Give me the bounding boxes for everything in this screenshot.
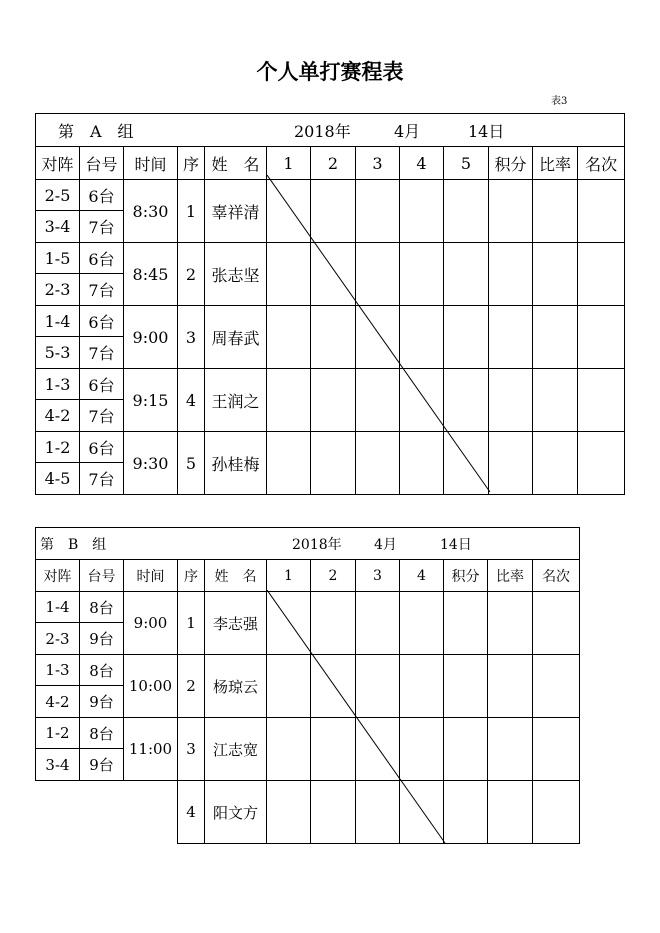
score-cell bbox=[267, 243, 311, 306]
column-header: 对阵 bbox=[36, 560, 80, 592]
score-cell bbox=[356, 655, 400, 718]
player-seq: 4 bbox=[178, 369, 205, 432]
match-pair: 1-2 bbox=[36, 718, 80, 749]
match-pair: 4-5 bbox=[36, 463, 80, 495]
points-cell bbox=[444, 592, 488, 655]
group-a-header-row bbox=[36, 114, 625, 147]
player-name: 辜祥清 bbox=[205, 180, 267, 243]
score-cell bbox=[400, 369, 444, 432]
column-header: 对阵 bbox=[36, 147, 80, 180]
player-name: 张志坚 bbox=[205, 243, 267, 306]
points-cell bbox=[489, 369, 533, 432]
ratio-cell bbox=[488, 655, 533, 718]
score-cell bbox=[400, 781, 444, 844]
court-number: 9台 bbox=[80, 749, 124, 781]
ratio-cell bbox=[533, 432, 578, 495]
rank-cell bbox=[533, 718, 580, 781]
score-cell bbox=[267, 718, 311, 781]
column-header: 比率 bbox=[533, 147, 578, 180]
table-row bbox=[36, 655, 580, 686]
score-cell bbox=[356, 243, 400, 306]
match-time: 9:00 bbox=[124, 592, 178, 655]
score-cell bbox=[400, 718, 444, 781]
column-header: 比率 bbox=[488, 560, 533, 592]
court-number: 7台 bbox=[80, 337, 124, 369]
match-pair: 1-4 bbox=[36, 306, 80, 337]
table-row bbox=[36, 718, 580, 749]
score-cell bbox=[400, 592, 444, 655]
match-pair: 3-4 bbox=[36, 749, 80, 781]
score-cell bbox=[400, 180, 444, 243]
player-seq: 2 bbox=[178, 655, 205, 718]
score-cell bbox=[311, 369, 356, 432]
column-header: 姓 名 bbox=[205, 560, 267, 592]
score-cell bbox=[356, 432, 400, 495]
score-cell bbox=[267, 432, 311, 495]
table-row bbox=[36, 243, 625, 274]
rank-cell bbox=[533, 781, 580, 844]
match-pair: 1-3 bbox=[36, 655, 80, 686]
column-header: 1 bbox=[267, 147, 311, 180]
match-pair: 2-5 bbox=[36, 180, 80, 211]
group-b-date-day: 14日 bbox=[440, 536, 472, 553]
score-cell bbox=[267, 781, 311, 844]
score-cell bbox=[267, 369, 311, 432]
score-cell bbox=[444, 432, 489, 495]
column-header: 5 bbox=[444, 147, 489, 180]
table-row bbox=[36, 306, 625, 337]
match-pair: 4-2 bbox=[36, 400, 80, 432]
score-cell bbox=[444, 180, 489, 243]
score-cell bbox=[356, 592, 400, 655]
match-time: 8:45 bbox=[124, 243, 178, 306]
group-a-label: 第 A 组 bbox=[58, 121, 134, 141]
group-b-column-headers bbox=[36, 560, 580, 592]
group-b-label: 第 B 组 bbox=[40, 536, 107, 553]
match-time: 9:30 bbox=[124, 432, 178, 495]
court-number: 6台 bbox=[80, 306, 124, 337]
score-cell bbox=[267, 180, 311, 243]
ratio-cell bbox=[488, 718, 533, 781]
match-pair: 5-3 bbox=[36, 337, 80, 369]
column-header: 3 bbox=[356, 560, 400, 592]
score-cell bbox=[311, 306, 356, 369]
ratio-cell bbox=[533, 180, 578, 243]
ratio-cell bbox=[533, 306, 578, 369]
ratio-cell bbox=[488, 592, 533, 655]
group-a-date-day: 14日 bbox=[468, 121, 505, 141]
table-row bbox=[36, 180, 625, 211]
table-row bbox=[36, 369, 625, 400]
group-b-date-year: 2018年 bbox=[292, 536, 342, 553]
score-cell bbox=[400, 655, 444, 718]
score-cell bbox=[356, 781, 400, 844]
column-header: 2 bbox=[311, 560, 356, 592]
player-seq: 1 bbox=[178, 180, 205, 243]
player-name: 杨琼云 bbox=[205, 655, 267, 718]
court-number: 8台 bbox=[80, 655, 124, 686]
court-number: 7台 bbox=[80, 463, 124, 495]
player-name: 江志宽 bbox=[205, 718, 267, 781]
rank-cell bbox=[578, 369, 625, 432]
score-cell bbox=[356, 369, 400, 432]
court-number: 7台 bbox=[80, 274, 124, 306]
column-header: 时间 bbox=[124, 147, 178, 180]
score-cell bbox=[311, 432, 356, 495]
ratio-cell bbox=[488, 781, 533, 844]
court-number: 6台 bbox=[80, 369, 124, 400]
points-cell bbox=[444, 781, 488, 844]
score-cell bbox=[400, 432, 444, 495]
column-header: 3 bbox=[356, 147, 400, 180]
table-number: 表3 bbox=[551, 96, 568, 107]
score-cell bbox=[311, 781, 356, 844]
score-cell bbox=[356, 306, 400, 369]
court-number: 6台 bbox=[80, 180, 124, 211]
rank-cell bbox=[533, 655, 580, 718]
court-number: 6台 bbox=[80, 243, 124, 274]
score-cell bbox=[267, 306, 311, 369]
column-header: 姓 名 bbox=[205, 147, 267, 180]
column-header: 序 bbox=[178, 560, 205, 592]
column-header: 2 bbox=[311, 147, 356, 180]
rank-cell bbox=[578, 243, 625, 306]
empty-cell bbox=[36, 781, 178, 844]
group-b-title-cell bbox=[36, 528, 580, 560]
player-name: 周春武 bbox=[205, 306, 267, 369]
points-cell bbox=[489, 180, 533, 243]
column-header: 4 bbox=[400, 560, 444, 592]
court-number: 9台 bbox=[80, 623, 124, 655]
match-pair: 2-3 bbox=[36, 623, 80, 655]
column-header: 4 bbox=[400, 147, 444, 180]
match-pair: 4-2 bbox=[36, 686, 80, 718]
match-time: 9:15 bbox=[124, 369, 178, 432]
column-header: 1 bbox=[267, 560, 311, 592]
score-cell bbox=[311, 180, 356, 243]
group-a-table bbox=[35, 113, 625, 495]
match-time: 11:00 bbox=[124, 718, 178, 781]
player-name: 孙桂梅 bbox=[205, 432, 267, 495]
match-time: 10:00 bbox=[124, 655, 178, 718]
page-title: 个人单打赛程表 bbox=[256, 60, 404, 84]
match-time: 8:30 bbox=[124, 180, 178, 243]
table-row bbox=[36, 781, 580, 844]
rank-cell bbox=[578, 432, 625, 495]
match-pair: 3-4 bbox=[36, 211, 80, 243]
column-header: 序 bbox=[178, 147, 205, 180]
group-a-title-cell bbox=[36, 114, 625, 147]
points-cell bbox=[489, 243, 533, 306]
player-seq: 4 bbox=[178, 781, 205, 844]
group-a-date-year: 2018年 bbox=[294, 121, 351, 141]
points-cell bbox=[444, 655, 488, 718]
player-name: 阳文方 bbox=[205, 781, 267, 844]
match-pair: 1-2 bbox=[36, 432, 80, 463]
rank-cell bbox=[578, 306, 625, 369]
score-cell bbox=[400, 306, 444, 369]
column-header: 台号 bbox=[80, 147, 124, 180]
player-seq: 2 bbox=[178, 243, 205, 306]
table-row bbox=[36, 432, 625, 463]
player-seq: 3 bbox=[178, 718, 205, 781]
score-cell bbox=[311, 718, 356, 781]
match-time: 9:00 bbox=[124, 306, 178, 369]
column-header: 积分 bbox=[444, 560, 488, 592]
score-cell bbox=[356, 180, 400, 243]
match-pair: 1-4 bbox=[36, 592, 80, 623]
table-row bbox=[36, 592, 580, 623]
score-cell bbox=[311, 592, 356, 655]
court-number: 8台 bbox=[80, 592, 124, 623]
group-a-column-headers bbox=[36, 147, 625, 180]
player-seq: 3 bbox=[178, 306, 205, 369]
score-cell bbox=[311, 243, 356, 306]
match-pair: 2-3 bbox=[36, 274, 80, 306]
court-number: 7台 bbox=[80, 400, 124, 432]
ratio-cell bbox=[533, 243, 578, 306]
group-b-header-row bbox=[36, 528, 580, 560]
column-header: 时间 bbox=[124, 560, 178, 592]
player-seq: 1 bbox=[178, 592, 205, 655]
column-header: 名次 bbox=[533, 560, 580, 592]
group-b-date-month: 4月 bbox=[374, 536, 397, 553]
ratio-cell bbox=[533, 369, 578, 432]
player-name: 王润之 bbox=[205, 369, 267, 432]
match-pair: 1-3 bbox=[36, 369, 80, 400]
points-cell bbox=[489, 432, 533, 495]
points-cell bbox=[444, 718, 488, 781]
score-cell bbox=[400, 243, 444, 306]
match-pair: 1-5 bbox=[36, 243, 80, 274]
court-number: 6台 bbox=[80, 432, 124, 463]
player-name: 李志强 bbox=[205, 592, 267, 655]
column-header: 积分 bbox=[489, 147, 533, 180]
score-cell bbox=[444, 306, 489, 369]
court-number: 9台 bbox=[80, 686, 124, 718]
court-number: 8台 bbox=[80, 718, 124, 749]
group-b-table bbox=[35, 527, 580, 844]
score-cell bbox=[444, 243, 489, 306]
rank-cell bbox=[578, 180, 625, 243]
points-cell bbox=[489, 306, 533, 369]
score-cell bbox=[356, 718, 400, 781]
score-cell bbox=[267, 655, 311, 718]
score-cell bbox=[267, 592, 311, 655]
score-cell bbox=[444, 369, 489, 432]
player-seq: 5 bbox=[178, 432, 205, 495]
group-a-date-month: 4月 bbox=[394, 121, 421, 141]
column-header: 台号 bbox=[80, 560, 124, 592]
column-header: 名次 bbox=[578, 147, 625, 180]
court-number: 7台 bbox=[80, 211, 124, 243]
rank-cell bbox=[533, 592, 580, 655]
score-cell bbox=[311, 655, 356, 718]
